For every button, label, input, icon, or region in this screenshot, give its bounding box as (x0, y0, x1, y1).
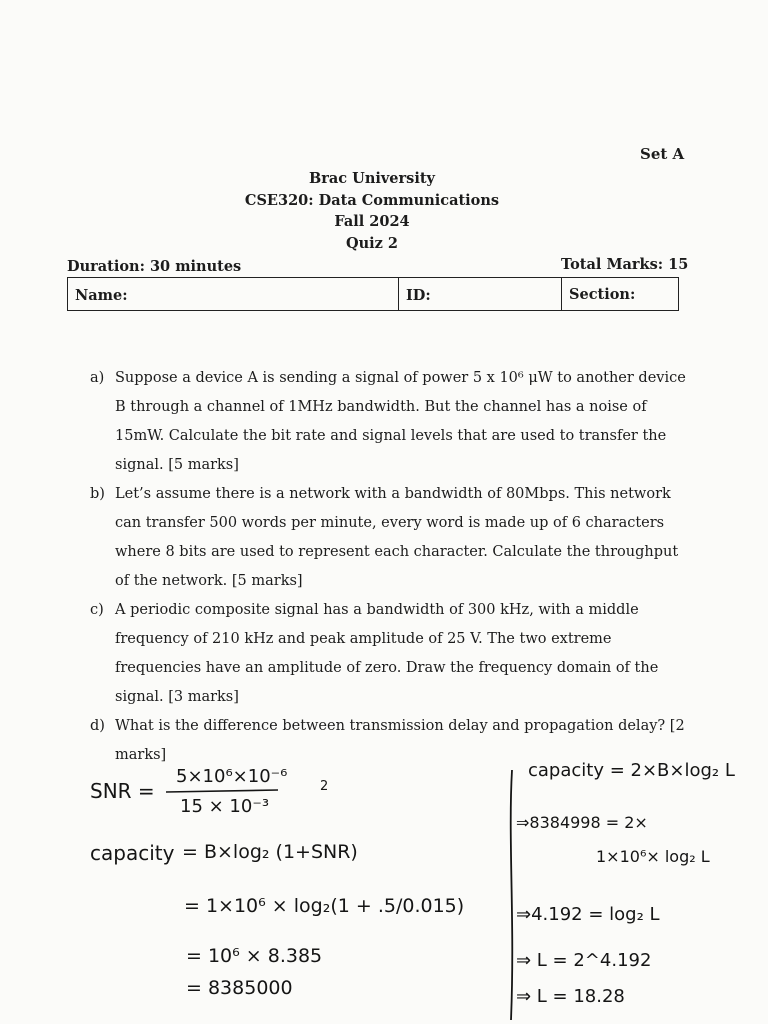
total-marks: Total Marks: 15 (561, 256, 689, 273)
column-divider (511, 770, 513, 1020)
snr-denominator: 15 × 10⁻³ (180, 796, 270, 817)
capacity-step-3: = 8385000 (186, 977, 293, 999)
level-step-1b: 1×10⁶× log₂ L (596, 847, 710, 866)
level-step-1: ⇒8384998 = 2× (516, 813, 648, 832)
set-label: Set A (640, 145, 685, 163)
question-text: Suppose a device A is sending a signal of power 5 x 10⁶ μW to another device B through a channel of 1MHz bandwidth. But the channel has a noise of 15mW. Calculate the bit rate and signal levels that are used to transfer the signal. [5 marks] (115, 370, 686, 473)
question-text: A periodic composite signal has a bandwidth of 300 kHz, with a middle frequency of 210 kHz and peak amplitude of 25 V. The two extreme frequencies have an amplitude of zero. Draw the frequency domain of the signal. [3 marks] (115, 602, 659, 705)
question-text: What is the difference between transmission delay and propagation delay? [2 marks] (115, 718, 685, 763)
duration: Duration: 30 minutes (67, 258, 242, 275)
question-letter: a) (90, 370, 105, 386)
section-field[interactable]: Section: (569, 286, 636, 303)
term: Fall 2024 (334, 213, 410, 230)
capacity-step-1: = 1×10⁶ × log₂(1 + .5/0.015) (184, 895, 465, 917)
name-field[interactable]: Name: (68, 278, 399, 310)
snr-side-note: 2 (320, 779, 329, 794)
capacity-label: capacity (90, 841, 175, 865)
id-field[interactable]: ID: (399, 278, 562, 310)
snr-label: SNR = (90, 779, 155, 803)
capacity-step-2: = 10⁶ × 8.385 (186, 945, 323, 967)
university-name: Brac University (309, 170, 435, 187)
question-letter: b) (90, 486, 105, 502)
question-letter: c) (90, 602, 104, 618)
question-letter: d) (90, 718, 105, 734)
capacity-formula: = B×log₂ (1+SNR) (182, 841, 358, 863)
course-title: CSE320: Data Communications (244, 191, 500, 209)
question-text: Let’s assume there is a network with a bandwidth of 80Mbps. This network can transfer 500 words per minute, every word is made up of 6 characters where 8 bits are used to represent each character. Calculate the throughput of the network. [5 marks] (115, 486, 679, 589)
level-formula: capacity = 2×B×log₂ L (528, 760, 735, 781)
quiz-title: Quiz 2 (345, 234, 399, 252)
level-result: ⇒ L = 18.28 (516, 986, 625, 1007)
snr-numerator: 5×10⁶×10⁻⁶ (176, 766, 288, 787)
fraction-bar (166, 790, 278, 792)
level-step-3: ⇒ L = 2^4.192 (516, 950, 652, 971)
level-step-2: ⇒4.192 = log₂ L (516, 904, 660, 925)
